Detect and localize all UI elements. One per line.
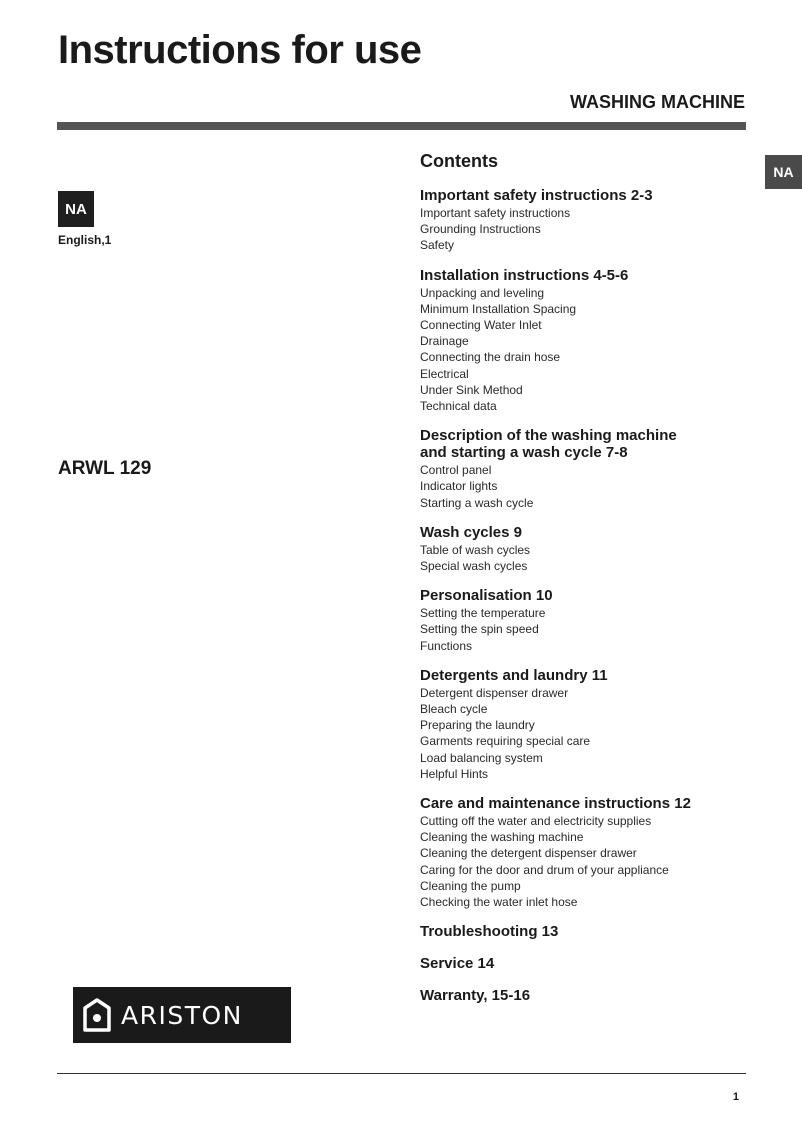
section-item: Connecting Water Inlet bbox=[420, 318, 542, 333]
section-title: Care and maintenance instructions 12 bbox=[420, 795, 691, 813]
section-item: Bleach cycle bbox=[420, 702, 488, 717]
section-item: Cutting off the water and electricity supplies bbox=[420, 814, 652, 829]
page-number: 1 bbox=[732, 1091, 739, 1103]
toc-section bbox=[420, 268, 760, 415]
section-title: Service 14 bbox=[420, 955, 495, 973]
section-title: Description of the washing machine bbox=[420, 427, 677, 445]
section-item: Electrical bbox=[420, 366, 469, 381]
section-title: Important safety instructions 2-3 bbox=[420, 187, 653, 204]
section-item: Connecting the drain hose bbox=[420, 350, 561, 365]
section-title: Troubleshooting 13 bbox=[420, 923, 559, 941]
brand-logo bbox=[73, 987, 291, 1043]
section-item: Technical data bbox=[420, 399, 497, 414]
side-language-tab: NA bbox=[765, 155, 802, 189]
brand-name: ARISTON bbox=[121, 1000, 243, 1030]
section-item: Functions bbox=[420, 638, 473, 653]
section-item: Starting a wash cycle bbox=[420, 495, 534, 510]
section-title-continued: and starting a wash cycle 7-8 bbox=[420, 444, 628, 462]
section-item: Minimum Installation Spacing bbox=[420, 301, 577, 316]
section-item: Setting the spin speed bbox=[420, 622, 539, 637]
section-item: Indicator lights bbox=[420, 479, 498, 494]
language-code-badge: NA bbox=[58, 191, 94, 227]
section-item: Important safety instructions bbox=[420, 206, 571, 220]
section-item: Setting the temperature bbox=[420, 606, 546, 621]
language-label: English,1 bbox=[58, 233, 112, 247]
section-title: Detergents and laundry 11 bbox=[420, 666, 608, 684]
section-title: Personalisation 10 bbox=[420, 587, 553, 605]
toc-section bbox=[420, 668, 760, 782]
product-type: WASHING MACHINE bbox=[570, 92, 745, 112]
section-item: Special wash cycles bbox=[420, 559, 528, 574]
section-item: Unpacking and leveling bbox=[420, 285, 545, 300]
toc-section bbox=[420, 924, 760, 940]
section-item: Grounding Instructions bbox=[420, 222, 541, 237]
toc-section bbox=[420, 188, 760, 254]
section-item: Safety bbox=[420, 238, 455, 253]
section-item: Cleaning the detergent dispenser drawer bbox=[420, 846, 637, 861]
toc-section bbox=[420, 796, 760, 910]
section-item: Load balancing system bbox=[420, 750, 543, 765]
toc-section bbox=[420, 988, 760, 1004]
section-item: Table of wash cycles bbox=[420, 542, 531, 557]
page-title: Instructions for use bbox=[58, 28, 422, 72]
section-item: Drainage bbox=[420, 334, 469, 349]
toc-section bbox=[420, 428, 760, 511]
section-title: Installation instructions 4-5-6 bbox=[420, 266, 629, 284]
header-rule bbox=[57, 122, 746, 130]
toc-section bbox=[420, 956, 760, 972]
model-number: ARWL 129 bbox=[58, 458, 152, 479]
section-item: Under Sink Method bbox=[420, 382, 523, 397]
toc-section bbox=[420, 588, 760, 654]
footer-rule bbox=[57, 1073, 746, 1074]
section-item: Cleaning the pump bbox=[420, 878, 521, 893]
table-of-contents bbox=[420, 150, 760, 1020]
section-item: Preparing the laundry bbox=[420, 718, 535, 733]
section-item: Helpful Hints bbox=[420, 766, 489, 781]
toc-section bbox=[420, 525, 760, 574]
section-item: Checking the water inlet hose bbox=[420, 895, 578, 910]
section-title: Wash cycles 9 bbox=[420, 523, 523, 541]
section-item: Caring for the door and drum of your appliance bbox=[420, 862, 669, 877]
section-item: Detergent dispenser drawer bbox=[420, 685, 569, 700]
section-item: Control panel bbox=[420, 463, 492, 478]
section-title: Warranty, 15-16 bbox=[420, 987, 531, 1005]
contents-heading: Contents bbox=[420, 151, 498, 171]
section-item: Garments requiring special care bbox=[420, 734, 591, 749]
section-item: Cleaning the washing machine bbox=[420, 830, 584, 845]
house-logo-icon bbox=[83, 998, 111, 1032]
